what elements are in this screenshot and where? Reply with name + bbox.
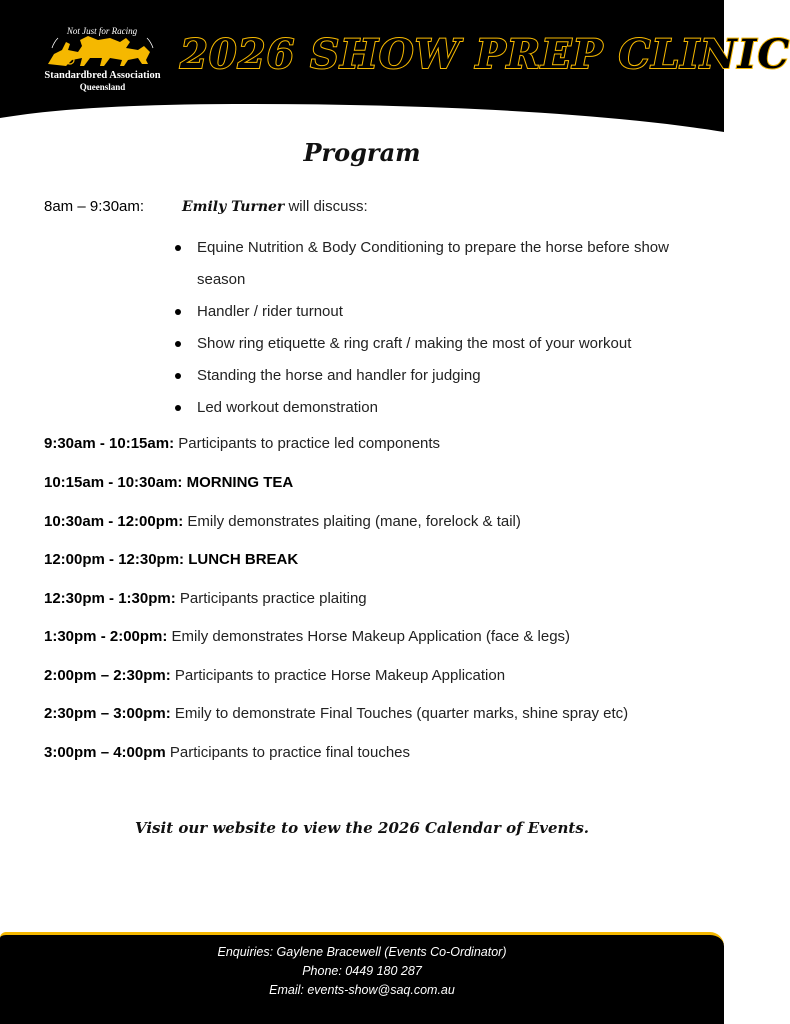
session-intro: will discuss: xyxy=(284,198,368,215)
bullet-icon xyxy=(175,309,181,315)
list-item: Handler / rider turnout xyxy=(175,296,675,328)
footer-contact xyxy=(0,932,724,1024)
list-item: Led workout demonstration xyxy=(175,392,675,424)
bullet-icon xyxy=(175,341,181,347)
session-description: LUNCH BREAK xyxy=(184,551,299,568)
list-item: Standing the horse and handler for judging xyxy=(175,360,675,392)
schedule-row xyxy=(44,744,410,761)
session-description: Participants to practice Horse Makeup Application xyxy=(170,667,506,684)
schedule-row xyxy=(44,513,521,530)
presenter-name: Emily Turner xyxy=(182,199,285,215)
email-address: Email: events-show@saq.com.au xyxy=(269,983,455,997)
topic-list xyxy=(175,232,675,424)
session-time: 1:30pm - 2:00pm: xyxy=(44,628,168,645)
bullet-icon xyxy=(175,405,181,411)
header-banner xyxy=(0,0,790,140)
logo-tagline: Not Just for Racing xyxy=(66,26,138,36)
schedule-row xyxy=(44,474,293,491)
saq-logo xyxy=(40,22,165,94)
session-time: 8am – 9:30am: xyxy=(44,198,145,215)
session-time: 2:30pm – 3:00pm: xyxy=(44,705,171,722)
bullet-icon xyxy=(175,245,181,251)
session-time: 10:30am - 12:00pm: xyxy=(44,513,184,530)
list-item: Equine Nutrition & Body Conditioning to prepare the horse before show season xyxy=(175,232,675,296)
session-time: 12:30pm - 1:30pm: xyxy=(44,590,176,607)
phone-number: Phone: 0449 180 287 xyxy=(302,964,422,978)
session-description: Participants practice plaiting xyxy=(175,590,367,607)
program-heading: Program xyxy=(303,138,421,167)
bullet-icon xyxy=(175,373,181,379)
logo-org-region: Queensland xyxy=(79,82,126,92)
session-description xyxy=(182,198,368,215)
schedule-row xyxy=(44,705,628,722)
horses-logo-icon xyxy=(40,22,165,72)
logo-org-name: Standardbred Association xyxy=(44,70,161,81)
enquiries-contact: Enquiries: Gaylene Bracewell (Events Co-Ordinator) xyxy=(217,945,507,959)
schedule-row xyxy=(44,628,570,645)
session-time: 12:00pm - 12:30pm: xyxy=(44,551,185,568)
session-time: 3:00pm – 4:00pm xyxy=(44,744,166,761)
list-item: Show ring etiquette & ring craft / making the most of your workout xyxy=(175,328,675,360)
schedule-row xyxy=(44,435,440,452)
calendar-note: Visit our website to view the 2026 Calendar of Events. xyxy=(134,819,589,837)
session-description: Participants to practice final touches xyxy=(165,744,411,761)
session-description: Participants to practice led components xyxy=(174,435,441,452)
session-description: Emily demonstrates Horse Makeup Application (face & legs) xyxy=(167,628,571,645)
session-time: 10:15am - 10:30am: xyxy=(44,474,183,491)
session-description: MORNING TEA xyxy=(182,474,294,491)
schedule-row xyxy=(44,590,367,607)
session-description: Emily to demonstrate Final Touches (quarter marks, shine spray etc) xyxy=(170,705,629,722)
page-title: 2026 SHOW PREP CLINIC xyxy=(180,31,790,78)
session-description: Emily demonstrates plaiting (mane, forelock & tail) xyxy=(183,513,521,530)
session-time: 2:00pm – 2:30pm: xyxy=(44,667,171,684)
schedule-row xyxy=(44,667,505,684)
session-time: 9:30am - 10:15am: xyxy=(44,435,175,452)
schedule-row xyxy=(44,551,298,568)
